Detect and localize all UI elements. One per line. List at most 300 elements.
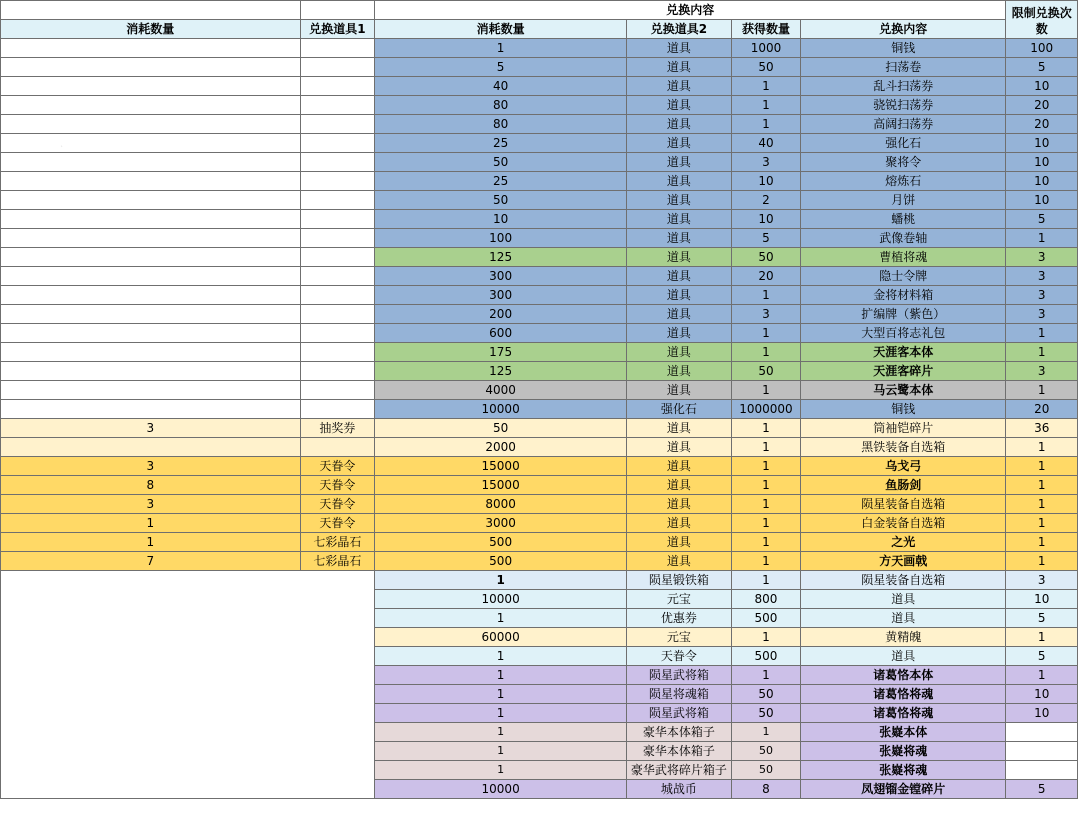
cell-content: 陨星装备自选箱 [801,571,1006,590]
cell-content: 乌戈弓 [801,457,1006,476]
cell-item-2: 道具 [627,229,732,248]
cell-gain-qty: 1 [731,115,800,134]
cell-item-1 [300,153,375,172]
table-row [1,39,1078,58]
cell-item-1 [300,704,375,723]
cell-item-1 [300,647,375,666]
cell-content: 鱼肠剑 [801,476,1006,495]
cell-item-1: 天眷令 [300,495,375,514]
cell-cost-qty-2: 125 [375,362,627,381]
cell-limit: 1 [1006,343,1078,362]
cell-limit: 10 [1006,77,1078,96]
cell-limit: 5 [1006,609,1078,628]
table-row [1,533,1078,552]
cell-gain-qty: 1000000 [731,400,800,419]
cell-gain-qty: 20 [731,267,800,286]
cell-cost-qty-1 [1,58,301,77]
cell-item-1 [300,210,375,229]
cell-cost-qty-1: 3 [1,495,301,514]
cell-item-1 [300,172,375,191]
cell-gain-qty: 50 [731,685,800,704]
cell-limit: 1 [1006,552,1078,571]
group-header-row [1,1,1078,20]
cell-gain-qty: 1 [731,628,800,647]
cell-item-1 [300,39,375,58]
cell-cost-qty-2: 4000 [375,381,627,400]
cell-cost-qty-1 [1,438,301,457]
cell-content: 扩编牌（紫色） [801,305,1006,324]
cell-content: 高阔扫荡券 [801,115,1006,134]
cell-limit: 10 [1006,191,1078,210]
table-row [1,191,1078,210]
cell-cost-qty-1 [1,305,301,324]
cell-item-2: 道具 [627,77,732,96]
cell-content: 黑铁装备自选箱 [801,438,1006,457]
cell-content: 张嶷将魂 [801,761,1006,780]
cell-gain-qty: 50 [731,58,800,77]
table-row [1,590,1078,609]
cell-gain-qty: 5 [731,229,800,248]
cell-limit: 3 [1006,362,1078,381]
group-title: 兑换内容 [375,1,1006,20]
table-row [1,172,1078,191]
table-row [1,685,1078,704]
cell-item-2: 陨星武将箱 [627,704,732,723]
cell-content: 强化石 [801,134,1006,153]
cell-gain-qty: 3 [731,153,800,172]
cell-item-1 [300,324,375,343]
cell-cost-qty-1 [1,571,301,590]
cell-content: 聚将令 [801,153,1006,172]
cell-gain-qty: 8 [731,780,800,799]
cell-item-2: 道具 [627,96,732,115]
cell-cost-qty-1 [1,172,301,191]
cell-content: 道具 [801,609,1006,628]
cell-content: 马云鹭本体 [801,381,1006,400]
cell-content: 大型百将志礼包 [801,324,1006,343]
cell-cost-qty-2: 1 [375,571,627,590]
cell-cost-qty-1: 1 [1,514,301,533]
cell-limit: 1 [1006,628,1078,647]
cell-content: 天涯客碎片 [801,362,1006,381]
cell-cost-qty-2: 8000 [375,495,627,514]
cell-content: 道具 [801,590,1006,609]
table-row [1,628,1078,647]
table-row [1,476,1078,495]
watermark: · [56,140,67,153]
cell-item-2: 豪华武将碎片箱子 [627,761,732,780]
cell-item-1 [300,343,375,362]
cell-cost-qty-1 [1,134,301,153]
cell-cost-qty-2: 1 [375,704,627,723]
cell-cost-qty-1: 1 [1,533,301,552]
cell-cost-qty-1 [1,628,301,647]
cell-limit: 1 [1006,514,1078,533]
cell-item-2: 道具 [627,419,732,438]
cell-gain-qty: 3 [731,305,800,324]
cell-cost-qty-2: 10 [375,210,627,229]
cell-gain-qty: 1 [731,571,800,590]
cell-item-1 [300,381,375,400]
cell-gain-qty: 1 [731,666,800,685]
cell-item-2: 道具 [627,343,732,362]
table-row [1,495,1078,514]
cell-content: 铜钱 [801,400,1006,419]
cell-cost-qty-2: 1 [375,742,627,761]
cell-gain-qty: 1 [731,77,800,96]
cell-cost-qty-2: 600 [375,324,627,343]
cell-limit: 10 [1006,704,1078,723]
cell-item-2: 陨星将魂箱 [627,685,732,704]
cell-cost-qty-2: 15000 [375,457,627,476]
top-blank-2 [300,1,375,20]
cell-cost-qty-2: 3000 [375,514,627,533]
cell-limit: 10 [1006,685,1078,704]
table-row [1,780,1078,799]
cell-item-2: 道具 [627,324,732,343]
cell-cost-qty-1: 8 [1,476,301,495]
cell-cost-qty-2: 80 [375,115,627,134]
cell-limit: 5 [1006,58,1078,77]
cell-cost-qty-1 [1,647,301,666]
cell-cost-qty-2: 50 [375,153,627,172]
cell-limit: 3 [1006,267,1078,286]
cell-gain-qty: 1 [731,552,800,571]
cell-cost-qty-1 [1,761,301,780]
cell-limit: 1 [1006,381,1078,400]
cell-gain-qty: 500 [731,609,800,628]
cell-limit: 3 [1006,286,1078,305]
cell-item-1 [300,362,375,381]
cell-item-1 [300,438,375,457]
table-row [1,77,1078,96]
cell-cost-qty-1 [1,609,301,628]
table-row [1,267,1078,286]
cell-gain-qty: 40 [731,134,800,153]
cell-item-2: 强化石 [627,400,732,419]
cell-gain-qty: 1 [731,457,800,476]
cell-cost-qty-2: 175 [375,343,627,362]
cell-cost-qty-1 [1,210,301,229]
table-row [1,229,1078,248]
cell-limit: 5 [1006,780,1078,799]
cell-item-1 [300,115,375,134]
cell-content: 筒袖铠碎片 [801,419,1006,438]
cell-item-1 [300,590,375,609]
cell-cost-qty-1 [1,666,301,685]
cell-item-1 [300,628,375,647]
cell-content: 凤翅镏金镗碎片 [801,780,1006,799]
header-cost-qty-1: 消耗数量 [1,20,301,39]
cell-gain-qty: 1000 [731,39,800,58]
cell-cost-qty-2: 500 [375,552,627,571]
cell-cost-qty-1 [1,590,301,609]
cell-cost-qty-1 [1,780,301,799]
cell-item-2: 道具 [627,305,732,324]
cell-gain-qty: 1 [731,96,800,115]
cell-limit: 10 [1006,134,1078,153]
table-row [1,324,1078,343]
cell-cost-qty-2: 100 [375,229,627,248]
cell-content: 黄精魄 [801,628,1006,647]
cell-limit: 1 [1006,438,1078,457]
cell-limit: 1 [1006,324,1078,343]
cell-gain-qty: 1 [731,723,800,742]
cell-cost-qty-1: 3 [1,457,301,476]
cell-cost-qty-1 [1,96,301,115]
cell-cost-qty-2: 1 [375,761,627,780]
cell-gain-qty: 500 [731,647,800,666]
cell-item-2: 元宝 [627,628,732,647]
cell-item-2: 天眷令 [627,647,732,666]
cell-content: 诸葛恪将魂 [801,685,1006,704]
cell-content: 乱斗扫荡券 [801,77,1006,96]
cell-cost-qty-1 [1,153,301,172]
cell-gain-qty: 1 [731,495,800,514]
cell-limit: 100 [1006,39,1078,58]
cell-gain-qty: 50 [731,248,800,267]
table-row [1,362,1078,381]
cell-item-1 [300,191,375,210]
cell-item-1 [300,248,375,267]
table-row [1,514,1078,533]
cell-cost-qty-2: 125 [375,248,627,267]
cell-content: 武像卷轴 [801,229,1006,248]
cell-limit [1006,742,1078,761]
cell-item-2: 道具 [627,248,732,267]
header-gain-qty: 获得数量 [731,20,800,39]
table-row [1,286,1078,305]
cell-item-2: 道具 [627,153,732,172]
table-row [1,704,1078,723]
cell-gain-qty: 2 [731,191,800,210]
cell-content: 方天画戟 [801,552,1006,571]
table-row [1,647,1078,666]
cell-gain-qty: 1 [731,286,800,305]
table-row [1,134,1078,153]
table-row [1,305,1078,324]
cell-cost-qty-1 [1,39,301,58]
cell-limit: 1 [1006,229,1078,248]
table-row [1,248,1078,267]
cell-limit: 20 [1006,115,1078,134]
cell-cost-qty-1 [1,400,301,419]
cell-item-2: 道具 [627,172,732,191]
cell-cost-qty-2: 300 [375,286,627,305]
cell-item-1 [300,723,375,742]
cell-item-2: 道具 [627,457,732,476]
cell-item-2: 城战币 [627,780,732,799]
cell-item-1 [300,742,375,761]
cell-cost-qty-1: 3 [1,419,301,438]
cell-cost-qty-2: 1 [375,723,627,742]
cell-content: 扫荡卷 [801,58,1006,77]
cell-gain-qty: 50 [731,362,800,381]
cell-gain-qty: 50 [731,761,800,780]
cell-gain-qty: 50 [731,742,800,761]
cell-content: 蟠桃 [801,210,1006,229]
cell-item-1: 天眷令 [300,457,375,476]
cell-limit: 20 [1006,96,1078,115]
table-row [1,400,1078,419]
cell-cost-qty-1 [1,704,301,723]
table-row [1,609,1078,628]
table-row [1,96,1078,115]
cell-gain-qty: 1 [731,533,800,552]
cell-content: 陨星装备自选箱 [801,495,1006,514]
cell-limit: 3 [1006,248,1078,267]
cell-gain-qty: 1 [731,514,800,533]
table-row [1,343,1078,362]
cell-item-2: 道具 [627,495,732,514]
cell-item-1: 七彩晶石 [300,552,375,571]
cell-limit: 5 [1006,210,1078,229]
cell-limit: 10 [1006,153,1078,172]
cell-limit: 10 [1006,590,1078,609]
cell-cost-qty-1 [1,115,301,134]
cell-gain-qty: 1 [731,419,800,438]
table-row [1,723,1078,742]
cell-limit: 3 [1006,305,1078,324]
cell-item-2: 道具 [627,533,732,552]
cell-content: 张嶷本体 [801,723,1006,742]
cell-content: 月饼 [801,191,1006,210]
cell-content: 诸葛恪本体 [801,666,1006,685]
header-cost-qty-2: 消耗数量 [375,20,627,39]
cell-item-2: 道具 [627,115,732,134]
cell-item-1 [300,609,375,628]
table-row [1,153,1078,172]
cell-item-1: 抽奖券 [300,419,375,438]
header-item-2: 兑换道具2 [627,20,732,39]
cell-cost-qty-2: 15000 [375,476,627,495]
cell-item-1 [300,780,375,799]
cell-cost-qty-2: 1 [375,647,627,666]
cell-cost-qty-1 [1,381,301,400]
cell-cost-qty-2: 80 [375,96,627,115]
cell-content: 之光 [801,533,1006,552]
cell-item-2: 陨星锻铁箱 [627,571,732,590]
cell-gain-qty: 10 [731,172,800,191]
cell-limit [1006,723,1078,742]
cell-item-1 [300,134,375,153]
cell-item-2: 道具 [627,514,732,533]
cell-cost-qty-2: 25 [375,172,627,191]
header-item-1: 兑换道具1 [300,20,375,39]
table-row [1,438,1078,457]
cell-content: 铜钱 [801,39,1006,58]
cell-cost-qty-2: 40 [375,77,627,96]
cell-cost-qty-1: 7 [1,552,301,571]
cell-content: 骁锐扫荡券 [801,96,1006,115]
cell-cost-qty-2: 25 [375,134,627,153]
cell-content: 熔炼石 [801,172,1006,191]
table-row [1,761,1078,780]
cell-limit: 1 [1006,533,1078,552]
cell-cost-qty-1 [1,324,301,343]
cell-cost-qty-2: 5 [375,58,627,77]
cell-item-1 [300,400,375,419]
cell-content: 道具 [801,647,1006,666]
cell-content: 白金装备自选箱 [801,514,1006,533]
cell-item-2: 豪华本体箱子 [627,742,732,761]
cell-item-2: 道具 [627,210,732,229]
cell-limit: 5 [1006,647,1078,666]
cell-item-2: 道具 [627,191,732,210]
cell-limit: 1 [1006,495,1078,514]
cell-cost-qty-1 [1,685,301,704]
table-row [1,457,1078,476]
cell-cost-qty-1 [1,286,301,305]
cell-cost-qty-2: 1 [375,39,627,58]
cell-item-2: 道具 [627,438,732,457]
table-row [1,742,1078,761]
cell-limit: 1 [1006,457,1078,476]
cell-cost-qty-2: 50 [375,419,627,438]
cell-item-1: 天眷令 [300,514,375,533]
cell-item-1 [300,305,375,324]
cell-cost-qty-2: 50 [375,191,627,210]
cell-cost-qty-1 [1,362,301,381]
cell-item-1 [300,77,375,96]
table-row [1,666,1078,685]
cell-item-2: 道具 [627,58,732,77]
cell-cost-qty-2: 200 [375,305,627,324]
cell-cost-qty-2: 60000 [375,628,627,647]
cell-item-1 [300,761,375,780]
table-row [1,58,1078,77]
table-row [1,571,1078,590]
table-row [1,210,1078,229]
cell-limit: 1 [1006,666,1078,685]
column-header-row [1,20,1078,39]
cell-gain-qty: 1 [731,324,800,343]
cell-item-1 [300,96,375,115]
cell-gain-qty: 50 [731,704,800,723]
cell-item-1 [300,666,375,685]
header-content: 兑换内容 [801,20,1006,39]
cell-limit: 36 [1006,419,1078,438]
cell-item-2: 道具 [627,286,732,305]
cell-content: 张嶷将魂 [801,742,1006,761]
cell-content: 天涯客本体 [801,343,1006,362]
cell-cost-qty-2: 1 [375,666,627,685]
table-row [1,381,1078,400]
cell-limit: 3 [1006,571,1078,590]
cell-cost-qty-2: 1 [375,609,627,628]
cell-cost-qty-1 [1,248,301,267]
cell-cost-qty-2: 10000 [375,590,627,609]
cell-item-1 [300,58,375,77]
cell-item-2: 优惠券 [627,609,732,628]
cell-item-1 [300,571,375,590]
cell-content: 金将材料箱 [801,286,1006,305]
cell-item-1: 七彩晶石 [300,533,375,552]
cell-gain-qty: 1 [731,476,800,495]
cell-cost-qty-2: 2000 [375,438,627,457]
cell-cost-qty-2: 500 [375,533,627,552]
cell-cost-qty-2: 10000 [375,780,627,799]
cell-item-2: 豪华本体箱子 [627,723,732,742]
cell-item-1 [300,286,375,305]
cell-content: 隐士令牌 [801,267,1006,286]
cell-cost-qty-1 [1,742,301,761]
cell-content: 诸葛恪将魂 [801,704,1006,723]
cell-cost-qty-2: 300 [375,267,627,286]
top-blank-1 [1,1,301,20]
cell-limit: 10 [1006,172,1078,191]
cell-cost-qty-1 [1,77,301,96]
